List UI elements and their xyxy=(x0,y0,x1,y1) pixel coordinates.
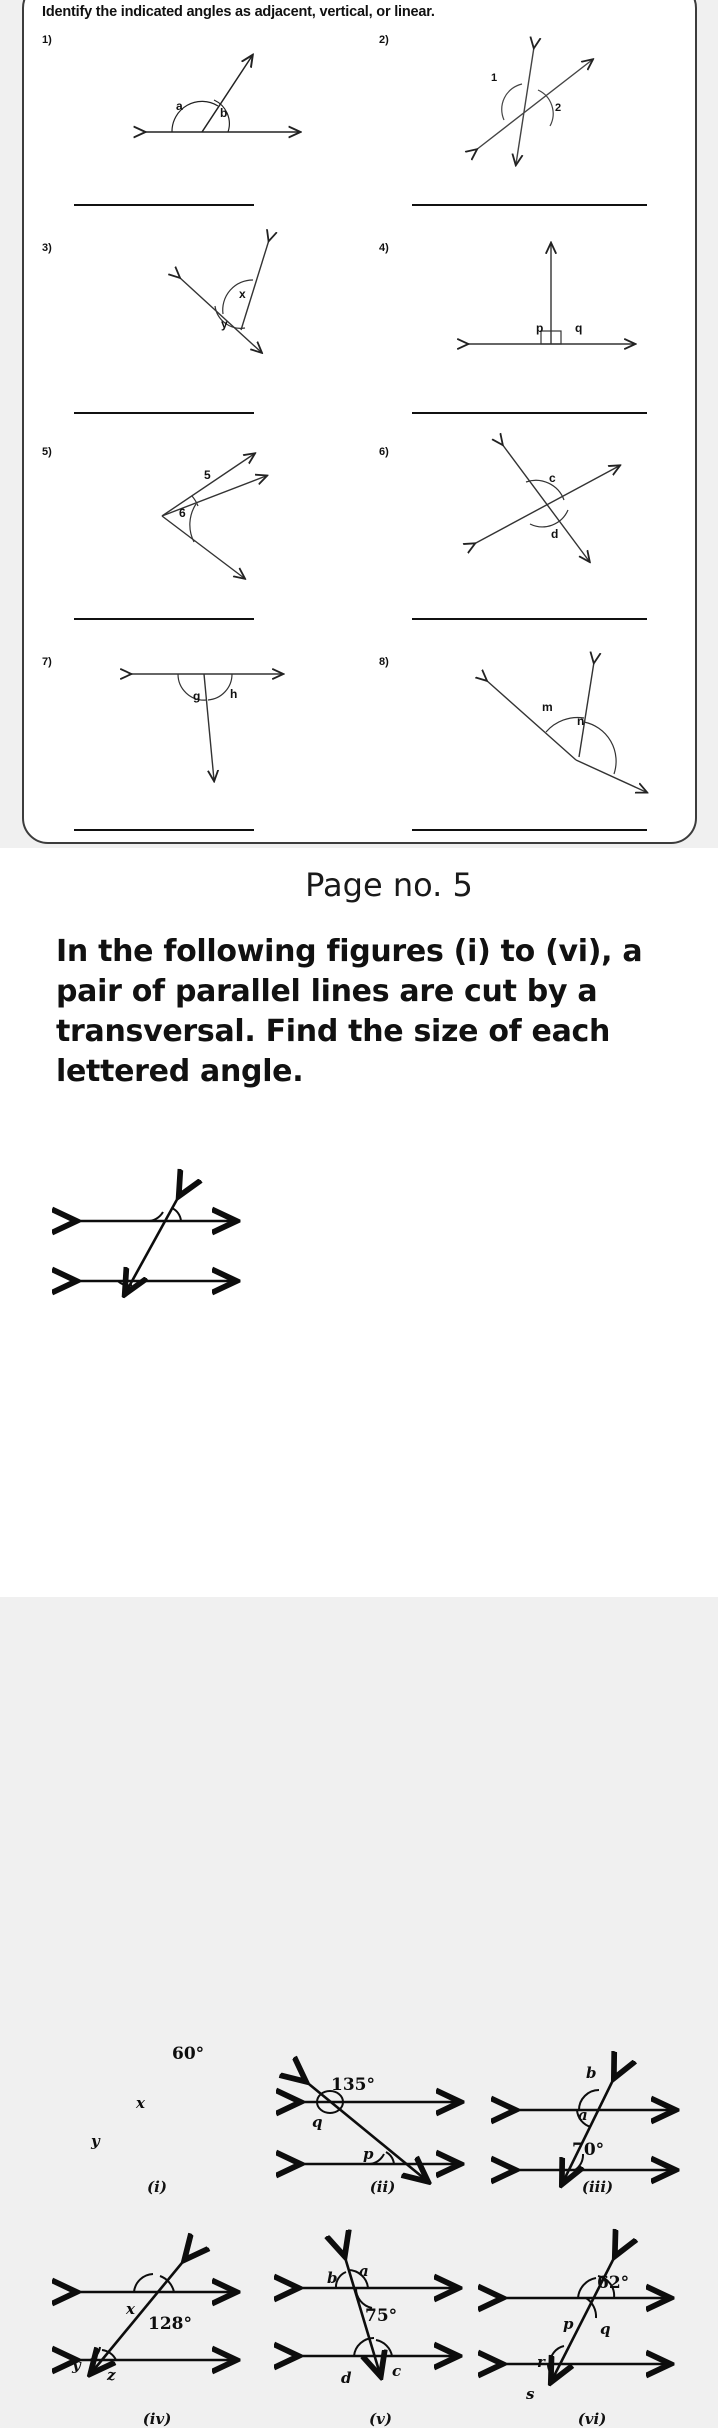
label-vi-r: r xyxy=(537,2353,545,2371)
label-ii-q: q xyxy=(312,2113,323,2131)
answer-line-3[interactable] xyxy=(74,412,254,414)
label-iii-known-angle: 70° xyxy=(572,2140,605,2160)
figure-5 xyxy=(134,436,324,596)
answer-line-5[interactable] xyxy=(74,618,254,620)
label-vi-p: p xyxy=(563,2315,574,2333)
label-v-a: a xyxy=(359,2262,369,2280)
figure-4 xyxy=(449,234,649,369)
angle-label-g: g xyxy=(193,689,201,703)
caption-vi: (vi) xyxy=(577,2410,607,2428)
label-v-c: c xyxy=(392,2362,402,2380)
label-iv-y: y xyxy=(72,2356,81,2374)
caption-iii: (iii) xyxy=(581,2178,614,2196)
figure-3 xyxy=(149,232,329,392)
angle-label-1: 1 xyxy=(491,72,498,84)
page-number-heading: Page no. 5 xyxy=(305,866,473,904)
label-ii-p: p xyxy=(363,2145,374,2163)
label-iv-z: z xyxy=(107,2366,116,2384)
parallel-figure-iv xyxy=(62,2250,252,2375)
textbook-sheet xyxy=(0,848,718,2428)
question-number-8: 8) xyxy=(379,656,389,668)
parallel-figure-iii xyxy=(505,2070,690,2185)
angle-label-c: c xyxy=(549,471,556,485)
parallel-figure-i xyxy=(62,1186,252,1296)
label-v-b: b xyxy=(327,2269,338,2287)
figure-1 xyxy=(114,44,324,169)
angle-label-a: a xyxy=(176,99,183,113)
label-iv-known-angle: 128° xyxy=(148,2314,192,2334)
figure-7 xyxy=(112,652,312,802)
label-i-x: x xyxy=(136,2094,145,2112)
caption-i: (i) xyxy=(147,2178,167,2196)
angle-label-q: q xyxy=(575,321,583,335)
angle-label-m: m xyxy=(542,700,553,714)
label-iii-b: b xyxy=(586,2064,597,2082)
label-i-y: y xyxy=(91,2132,100,2150)
answer-line-4[interactable] xyxy=(412,412,647,414)
figure-2 xyxy=(464,42,644,172)
label-iii-a: a xyxy=(578,2106,588,2124)
label-v-known-angle: 75° xyxy=(365,2306,398,2326)
angle-label-y: y xyxy=(221,317,228,331)
exercise-prompt: In the following figures (i) to (vi), a pair of parallel lines are cut by a transversal. Find the size of each lettered angle. xyxy=(56,934,643,1089)
figure-6 xyxy=(464,436,654,586)
question-number-4: 4) xyxy=(379,242,389,254)
label-vi-known-angle: 62° xyxy=(597,2273,630,2293)
label-v-d: d xyxy=(341,2369,352,2387)
question-number-1: 1) xyxy=(42,34,52,46)
parallel-figure-vi xyxy=(492,2246,687,2384)
angle-label-h: h xyxy=(230,687,238,701)
label-ii-known-angle: 135° xyxy=(331,2075,375,2095)
answer-line-6[interactable] xyxy=(412,618,647,620)
angle-label-d: d xyxy=(551,527,559,541)
label-iv-x: x xyxy=(126,2300,135,2318)
answer-line-1[interactable] xyxy=(74,204,254,206)
figure-8 xyxy=(464,652,664,812)
angle-label-x: x xyxy=(239,287,246,301)
angle-label-n: n xyxy=(577,714,585,728)
angle-label-2: 2 xyxy=(555,102,562,114)
question-number-2: 2) xyxy=(379,34,389,46)
question-number-5: 5) xyxy=(42,446,52,458)
question-number-6: 6) xyxy=(379,446,389,458)
caption-ii: (ii) xyxy=(369,2178,396,2196)
label-vi-s: s xyxy=(526,2385,535,2403)
angle-label-6: 6 xyxy=(179,506,186,520)
label-i-known-angle: 60° xyxy=(172,2044,205,2064)
angle-label-b: b xyxy=(220,106,228,120)
caption-v: (v) xyxy=(369,2410,392,2428)
caption-iv: (iv) xyxy=(142,2410,172,2428)
question-number-7: 7) xyxy=(42,656,52,668)
question-number-3: 3) xyxy=(42,242,52,254)
angle-label-p: p xyxy=(536,321,544,335)
worksheet-title: Identify the indicated angles as adjacent, vertical, or linear. xyxy=(42,4,435,20)
answer-line-8[interactable] xyxy=(412,829,647,831)
answer-line-2[interactable] xyxy=(412,204,647,206)
answer-line-7[interactable] xyxy=(74,829,254,831)
worksheet-card xyxy=(22,0,697,844)
label-vi-q: q xyxy=(600,2320,611,2338)
angle-label-5: 5 xyxy=(204,468,211,482)
